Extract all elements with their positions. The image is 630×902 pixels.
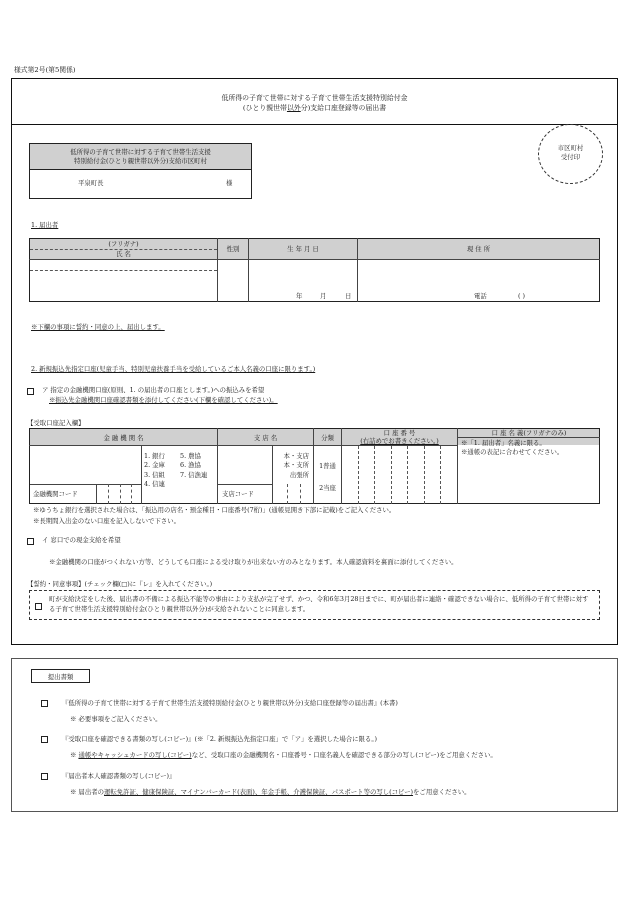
sama-label: 様	[226, 179, 233, 187]
year-label: 年	[296, 292, 303, 300]
col-account-holder: 口 座 名 義(フリガナのみ)	[491, 429, 567, 437]
section2-heading: 2. 新規振込先指定口座(児童手当、特別児童扶養手当を受給しているご本人名義の口座に限ります。)	[31, 365, 316, 373]
col-account-type: 分類	[321, 434, 334, 442]
acct-type-ordinary: 1普通	[319, 462, 336, 470]
bank-types-col1: 1. 銀行 2. 金庫 3. 信組 4. 信連	[144, 452, 165, 488]
title-line1: 低所得の子育て世帯に対する子育て世帯生活支援特別給付金	[221, 94, 408, 102]
phone-label: 電話	[474, 292, 487, 300]
form-number: 様式第2号(第5関係)	[14, 66, 76, 74]
section1-heading: 1. 届出者	[31, 221, 59, 229]
name-label: 氏 名	[116, 250, 131, 258]
form-title	[11, 93, 618, 113]
account-section-label: 【受取口座記入欄】	[27, 419, 85, 427]
col-account-number: 口 座 番 号	[383, 429, 416, 437]
acct-type-current: 2当座	[319, 484, 336, 492]
month-label: 月	[320, 292, 327, 300]
option-i-label: イ 窓口での現金支給を希望	[42, 536, 121, 544]
consent-note: ※下欄の事項に誓約・同意の上、届出します。	[31, 323, 165, 331]
documents-label: 提出書類	[31, 669, 90, 683]
branch-types: 本・支店 本・支所 出張所	[283, 452, 309, 479]
gender-label: 性別	[226, 245, 240, 253]
doc1-checkbox[interactable]	[41, 699, 48, 707]
doc1-title: 『低所得の子育て世帯に対する子育て世帯生活支援特別給付金(ひとり親世帯以外分)支給口座登録等の届出書』(本書)	[62, 699, 398, 707]
col-bank-name: 金 融 機 関 名	[103, 434, 144, 442]
col-branch-name: 支 店 名	[253, 434, 278, 442]
day-label: 日	[345, 292, 352, 300]
pledge-text: 町が支給決定をした後、届出書の不備による振込不能等の事由により支払が完了せず、かつ、令和6年3月28日までに、町が届出者に連絡・確認できない場合に、低所得の子育て世帯に対する子育て世帯生活支援特別給付金(ひとり親世帯以外分)が支給されないことに同意します。	[49, 595, 589, 613]
col-account-number-sub: (右詰めでお書きください。)	[360, 437, 439, 445]
doc1-note: ※ 必要事項をご記入ください。	[70, 715, 162, 723]
doc3-title: 『届出者本人確認書類の写し(コピー)』	[62, 772, 176, 780]
dob-label: 生 年 月 日	[287, 245, 319, 253]
bank-code-label: 金融機関コード	[33, 490, 78, 498]
address-label: 現 住 所	[466, 245, 491, 253]
bank-types-col2: 5. 農協 6. 漁協 7. 信漁連	[180, 452, 208, 479]
addressee-box	[29, 143, 252, 199]
pledge-checkbox[interactable]	[35, 602, 42, 610]
doc3-checkbox[interactable]	[41, 772, 48, 780]
longterm-note: ※長期間入出金のない口座を記入しないで下さい。	[33, 517, 180, 525]
phone-parens: ( )	[518, 292, 526, 300]
option-a-checkbox[interactable]	[27, 387, 34, 395]
doc3-note: ※ 届出者の運転免許証、健康保険証、マイナンバーカード(表面)、年金手帳、介護保険証、パスポート等の写し(コピー)をご用意ください。	[70, 788, 471, 796]
doc2-note: ※ 通帳やキャッシュカードの写し(コピー)など、受取口座の金融機関名・口座番号・口座名義人を確認できる部分の写し(コピー)をご用意ください。	[70, 751, 497, 759]
holder-note1: ※「1. 届出者」名義に限る。	[461, 439, 546, 447]
option-i-note: ※金融機関の口座がつくれない方等、どうしても口座による受け取りが出来ない方のみとなります。本人確認資料を裏面に添付してください。	[49, 558, 458, 566]
option-a-label: ア 指定の金融機関口座(原則、1. の届出者の口座とします。)への振込みを希望	[42, 386, 265, 394]
reception-stamp-circle: 市区町村 受付印	[538, 124, 603, 184]
holder-note2: ※通帳の表記に合わせてください。	[461, 448, 564, 456]
option-i-checkbox[interactable]	[27, 537, 34, 545]
branch-code-label: 支店コード	[222, 490, 254, 498]
mayor-name: 平泉町長	[78, 179, 104, 187]
doc2-title: 『受取口座を確認できる書類の写し(コピー)』(※「2. 新規振込先指定口座」で「ア」を選択した場合に限る。)	[62, 735, 378, 743]
doc2-checkbox[interactable]	[41, 735, 48, 743]
pledge-heading: 【誓約・同意事項】(チェック欄(□)に『レ』を入れてください。)	[27, 580, 213, 588]
yucho-note: ※ゆうちょ銀行を選択された場合は、「振込用の店名・預金種目・口座番号(7桁)」(通帳見開き下部に記載)をご記入ください。	[33, 506, 396, 514]
option-a-note: ※振込先金融機関口座確認書類を添付してください(下欄を確認してください)。	[49, 396, 278, 404]
title-line2: (ひとり親世帯以外分)支給口座登録等の届出書	[242, 104, 387, 112]
furigana-label: (フリガナ)	[108, 240, 139, 248]
addressee-header: 低所得の子育て世帯に対する子育て世帯生活支援 特別給付金(ひとり親世帯以外分)支給市区町村	[30, 144, 251, 170]
